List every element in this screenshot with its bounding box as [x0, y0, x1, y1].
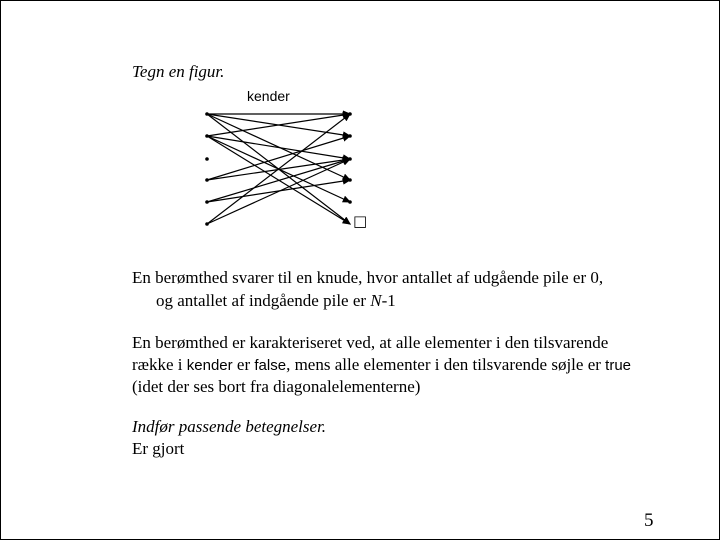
graph-node-left	[205, 112, 209, 116]
graph-label: kender	[247, 88, 290, 104]
graph-edge	[207, 159, 350, 202]
paragraph2-line2-text-c: , mens alle elementer i den tilsvarende søjle er	[286, 355, 606, 374]
paragraph1-line1: En berømthed svarer til en knude, hvor antallet af udgående pile er 0,	[132, 268, 604, 287]
graph-node-right	[348, 178, 352, 182]
code-false: false	[254, 357, 287, 374]
graph-node-left	[205, 200, 209, 204]
graph-node-right	[348, 134, 352, 138]
graph-node-left	[205, 178, 209, 182]
graph-edge	[207, 136, 350, 180]
paragraph1-line2-text-b: -1	[381, 291, 396, 310]
graph-node-right	[348, 112, 352, 116]
graph-node-left	[205, 134, 209, 138]
page-number: 5	[644, 510, 654, 531]
slide-heading: Tegn en figur.	[132, 62, 225, 81]
code-true: true	[605, 357, 632, 374]
paragraph2-line2	[132, 354, 631, 377]
instruction-text: Indfør passende betegnelser.	[132, 417, 327, 436]
paragraph1-line2-variable: N	[370, 291, 382, 310]
graph-node-left	[205, 157, 209, 161]
graph-node-right	[348, 200, 352, 204]
paragraph2-line2-text-a: række i	[132, 355, 187, 374]
status-text: Er gjort	[132, 439, 185, 458]
paragraph2-line2-text-b: er	[232, 355, 255, 374]
graph-edge	[207, 136, 350, 159]
graph-node-left	[205, 222, 209, 226]
paragraph2-line1: En berømthed er karakteriseret ved, at alle elementer i den tilsvarende	[132, 333, 609, 352]
graph-node-right	[348, 157, 352, 161]
graph-placeholder-box: □	[353, 212, 368, 230]
paragraph2-line3: (idet der ses bort fra diagonalelementerne)	[132, 377, 421, 396]
code-kender: kender	[186, 357, 233, 374]
paragraph1-line2	[156, 290, 396, 312]
paragraph1-line2-text-a: og antallet af indgående pile er	[156, 291, 371, 310]
